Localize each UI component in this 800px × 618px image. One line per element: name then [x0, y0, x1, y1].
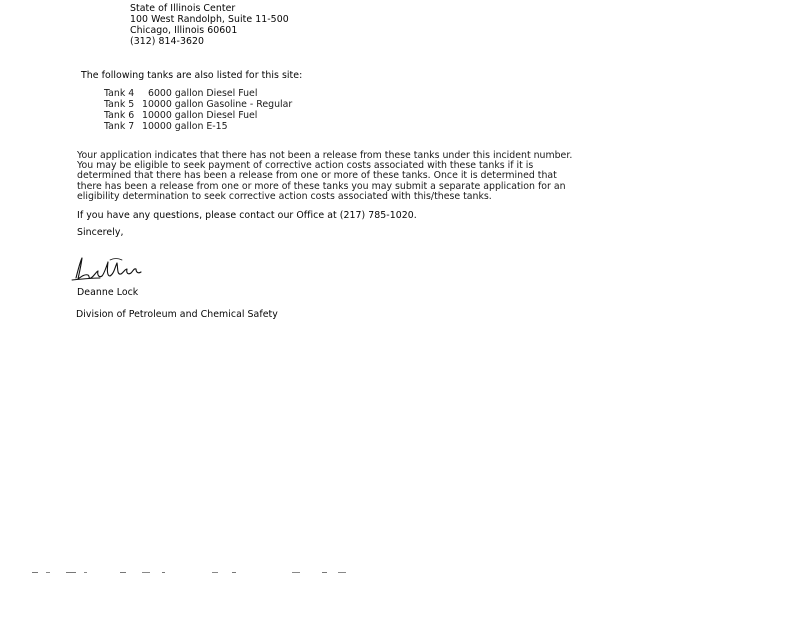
body-line: determined that there has been a release from one or more of these tanks. Once it is determined that	[77, 170, 557, 181]
faint-scan-line	[32, 571, 352, 575]
body-line: there has been a release from one or more of these tanks you may submit a separate application for an	[77, 181, 566, 192]
tanks-intro: The following tanks are also listed for this site:	[81, 70, 303, 81]
signature-image	[70, 252, 154, 284]
address-line: 100 West Randolph, Suite 11-500	[130, 14, 289, 25]
contact-line: If you have any questions, please contact our Office at (217) 785-1020.	[77, 210, 417, 221]
body-line: Your application indicates that there has not been a release from these tanks under this incident number.	[77, 150, 573, 161]
tank-row	[104, 111, 257, 122]
tank-row	[104, 89, 257, 100]
address-line: State of Illinois Center	[130, 3, 236, 14]
tank-label: Tank 5	[104, 99, 135, 110]
tank-desc: 6000 gallon Diesel Fuel	[148, 88, 258, 99]
cropped-header-line	[128, 0, 268, 2]
tank-label: Tank 4	[104, 88, 135, 99]
tank-desc: 10000 gallon E-15	[142, 121, 228, 132]
address-line: Chicago, Illinois 60601	[130, 25, 238, 36]
tank-desc: 10000 gallon Gasoline - Regular	[142, 99, 293, 110]
tank-label: Tank 6	[104, 110, 135, 121]
address-line: (312) 814-3620	[130, 36, 205, 47]
tank-desc: 10000 gallon Diesel Fuel	[142, 110, 258, 121]
signer-name: Deanne Lock	[77, 287, 139, 298]
signer-division: Division of Petroleum and Chemical Safety	[76, 309, 278, 320]
closing: Sincerely,	[77, 227, 124, 238]
tank-label: Tank 7	[104, 121, 135, 132]
body-line: You may be eligible to seek payment of corrective action costs associated with these tanks if it is	[77, 160, 534, 171]
tank-row	[104, 100, 292, 111]
tank-row	[104, 122, 228, 133]
body-line: eligibility determination to seek corrective action costs associated with this/these tanks.	[77, 191, 492, 202]
